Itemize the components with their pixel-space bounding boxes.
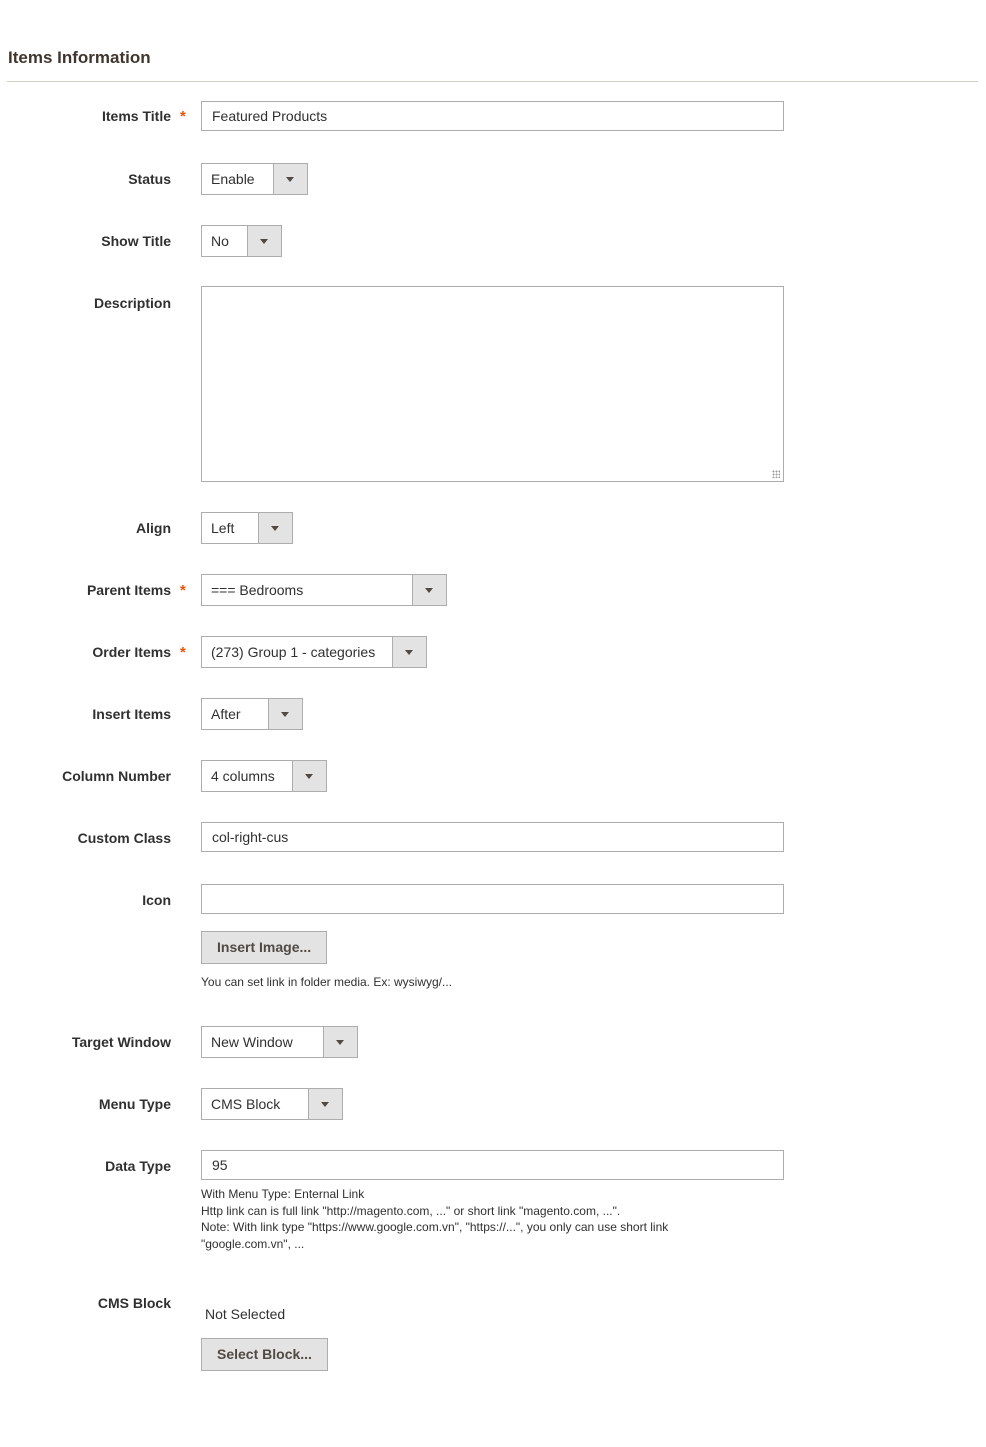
align-select-value: Left bbox=[211, 520, 235, 536]
data-type-note-line: Http link can is full link "http://magento.com, ..." or short link "magento.com, ...". bbox=[201, 1203, 621, 1218]
required-mark-parent-items: * bbox=[180, 582, 186, 599]
order-items-select[interactable] bbox=[201, 636, 427, 668]
column-number-select-value: 4 columns bbox=[211, 768, 275, 784]
status-select[interactable] bbox=[201, 163, 308, 195]
data-type-note-line: With Menu Type: Enternal Link bbox=[201, 1187, 365, 1201]
resize-handle-icon[interactable] bbox=[772, 470, 780, 478]
data-type-note bbox=[201, 1186, 668, 1252]
required-mark-items-title: * bbox=[180, 108, 186, 125]
chevron-down-icon[interactable] bbox=[412, 575, 446, 605]
chevron-down-icon[interactable] bbox=[292, 761, 326, 791]
chevron-down-icon[interactable] bbox=[268, 699, 302, 729]
insert-items-label: Insert Items bbox=[92, 706, 171, 722]
status-select-value: Enable bbox=[211, 171, 255, 187]
section-divider bbox=[7, 81, 978, 82]
custom-class-input[interactable] bbox=[201, 822, 784, 852]
target-window-label: Target Window bbox=[71, 1034, 171, 1050]
parent-items-select[interactable] bbox=[201, 574, 447, 606]
chevron-down-icon[interactable] bbox=[323, 1027, 357, 1057]
chevron-down-icon[interactable] bbox=[258, 513, 292, 543]
description-textarea[interactable] bbox=[201, 286, 784, 482]
align-select[interactable] bbox=[201, 512, 293, 544]
show-title-label: Show Title bbox=[101, 233, 171, 249]
order-items-select-value: (273) Group 1 - categories bbox=[211, 644, 376, 660]
align-label: Align bbox=[136, 520, 171, 536]
select-block-button[interactable]: Select Block... bbox=[201, 1338, 328, 1371]
cms-block-value: Not Selected bbox=[205, 1306, 286, 1322]
data-type-input[interactable] bbox=[201, 1150, 784, 1180]
chevron-down-icon[interactable] bbox=[247, 226, 281, 256]
target-window-select-value: New Window bbox=[211, 1034, 293, 1050]
insert-items-select-value: After bbox=[211, 706, 241, 722]
data-type-note-line: Note: With link type "https://www.google.com.vn", "https://...", you only can use short link bbox=[201, 1220, 669, 1234]
icon-label: Icon bbox=[142, 892, 171, 908]
target-window-select[interactable] bbox=[201, 1026, 358, 1058]
icon-note: You can set link in folder media. Ex: wysiwyg/... bbox=[201, 975, 453, 989]
status-label: Status bbox=[128, 171, 171, 187]
icon-input[interactable] bbox=[201, 884, 784, 914]
menu-type-select[interactable] bbox=[201, 1088, 343, 1120]
column-number-select[interactable] bbox=[201, 760, 327, 792]
data-type-note-line: "google.com.vn", ... bbox=[201, 1236, 305, 1251]
parent-items-select-value: === Bedrooms bbox=[211, 582, 304, 598]
parent-items-label: Parent Items bbox=[86, 582, 171, 598]
insert-image-button[interactable]: Insert Image... bbox=[201, 931, 327, 964]
required-mark-order-items: * bbox=[180, 644, 186, 661]
menu-type-select-value: CMS Block bbox=[211, 1096, 281, 1112]
chevron-down-icon[interactable] bbox=[392, 637, 426, 667]
items-title-label: Items Title bbox=[102, 108, 171, 124]
insert-items-select[interactable] bbox=[201, 698, 303, 730]
chevron-down-icon[interactable] bbox=[308, 1089, 342, 1119]
show-title-select-value: No bbox=[211, 233, 229, 249]
order-items-label: Order Items bbox=[92, 644, 171, 660]
description-label: Description bbox=[93, 295, 171, 311]
section-title: Items Information bbox=[8, 48, 151, 67]
chevron-down-icon[interactable] bbox=[273, 164, 307, 194]
show-title-select[interactable] bbox=[201, 225, 282, 257]
menu-type-label: Menu Type bbox=[98, 1096, 171, 1112]
items-title-input[interactable] bbox=[201, 101, 784, 131]
custom-class-label: Custom Class bbox=[77, 830, 171, 846]
data-type-label: Data Type bbox=[105, 1158, 171, 1174]
column-number-label: Column Number bbox=[62, 768, 171, 784]
cms-block-label: CMS Block bbox=[97, 1295, 171, 1311]
